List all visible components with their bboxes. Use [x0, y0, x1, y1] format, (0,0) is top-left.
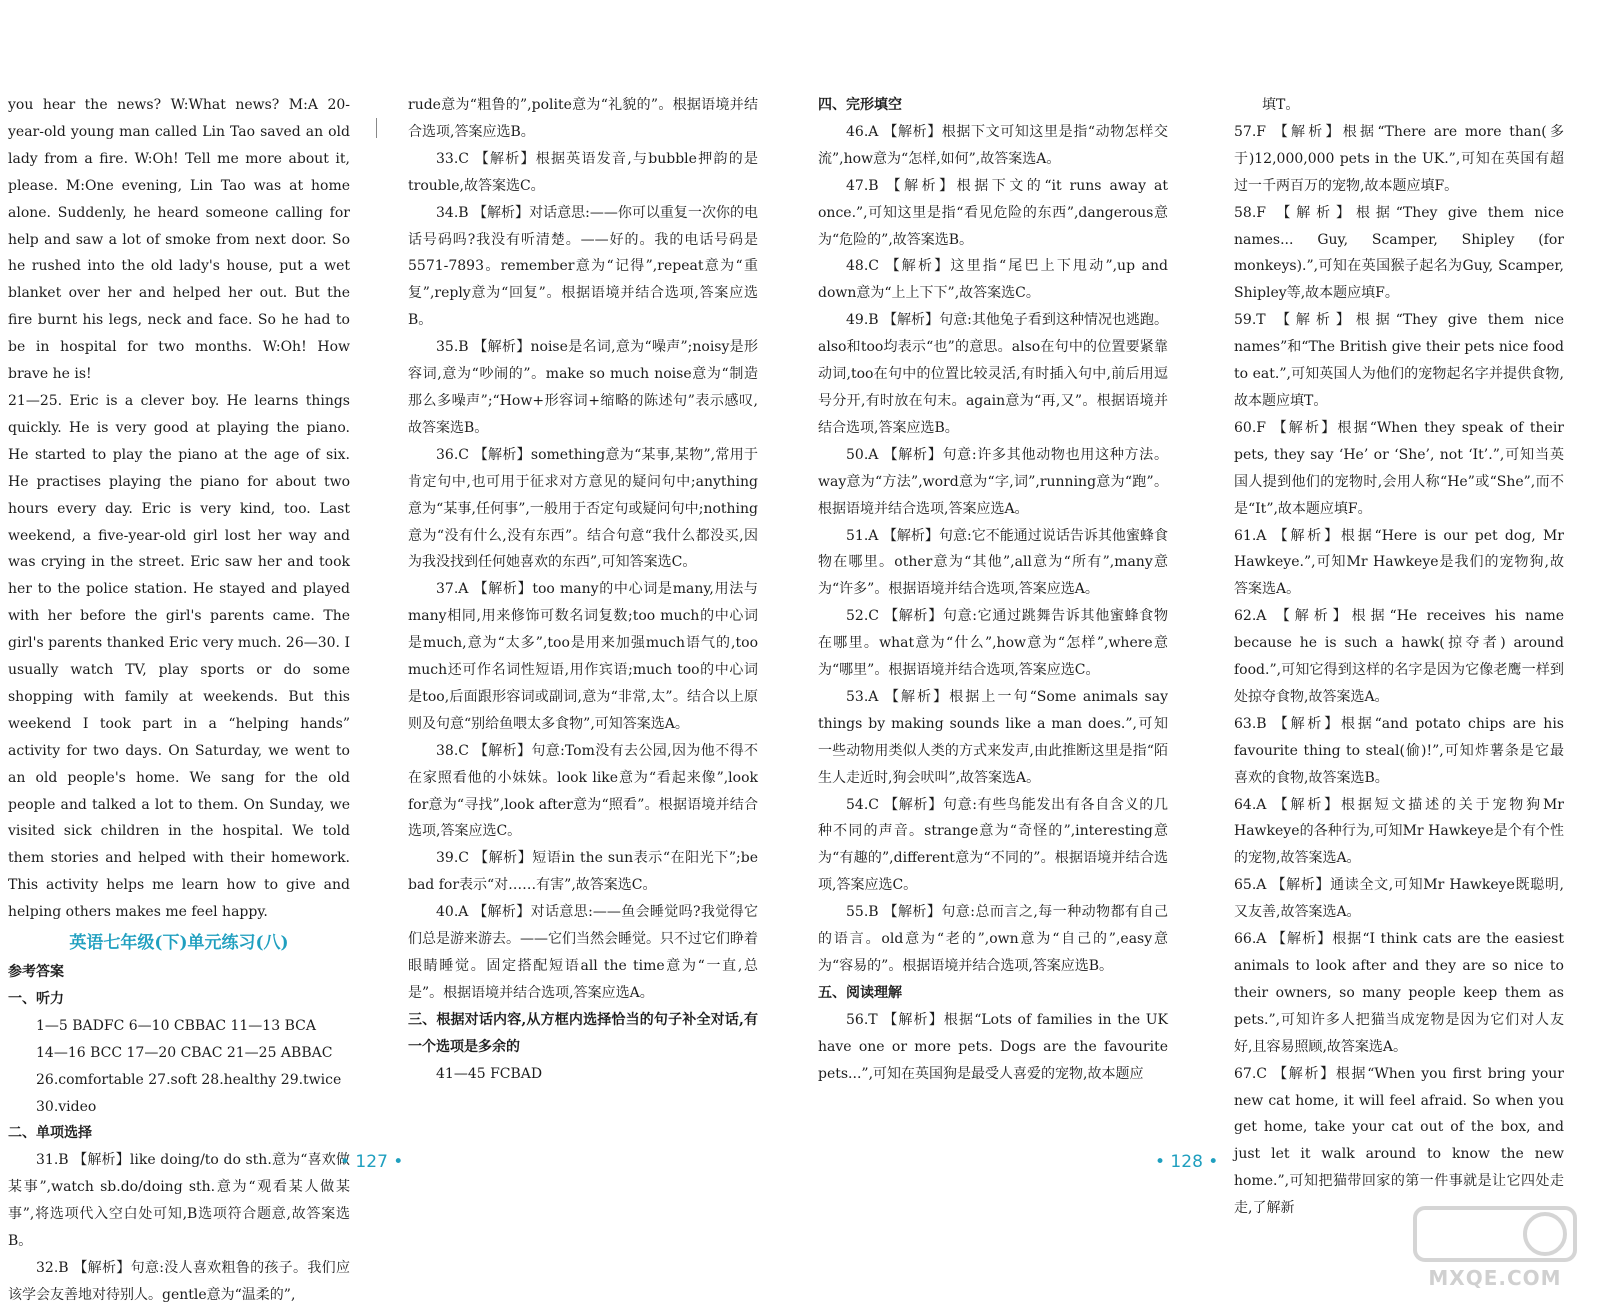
watermark-logo — [1395, 1200, 1595, 1292]
right-page-column-1 — [818, 92, 1168, 1088]
section-heading-cloze: 四、完形填空 — [818, 97, 902, 113]
section-heading-listening: 一、听力 — [8, 990, 64, 1007]
question-explanation: 62.A 【解析】根据“He receives his name because he is such a hawk(掠夺者) around food.”,可知它得到这样的名字是因为它像老鹰一样到处掠夺食物,故答案选A。 — [1234, 608, 1564, 705]
question-explanation: 54.C 【解析】句意:有些鸟能发出有各自含义的几种不同的声音。strange意为“奇怪的”,interesting意为“有趣的”,different意为“不同的”。根据语境并结合选项,答案应选C。 — [818, 796, 1168, 894]
section-heading-single-choice: 二、单项选择 — [8, 1125, 92, 1142]
column-rule — [376, 118, 377, 138]
watermark-text: MXQE.COM — [1428, 1266, 1562, 1290]
question-explanation: 35.B 【解析】noise是名词,意为“噪声”;noisy是形容词,意为“吵闹的”。make so much noise意为“制造那么多噪声”;“How+形容词+缩略的陈述句”表示感叹,故答案选B。 — [408, 339, 758, 436]
page-number-right: • 128 • — [1155, 1152, 1219, 1172]
question-explanation: 64.A 【解析】根据短文描述的关于宠物狗Mr Hawkeye的各种行为,可知Mr Hawkeye是个有个性的宠物,故答案选A。 — [1234, 796, 1564, 867]
question-explanation: 53.A 【解析】根据上一句“Some animals say things by making sounds like a man does.”,可知一些动物用类似人类的方式来发声,由此推断这里是指“陌生人走近时,狗会吠叫”,故答案选A。 — [818, 688, 1168, 786]
question-explanation: 50.A 【解析】句意:许多其他动物也用这种方法。way意为“方法”,word意为“字,词”,running意为“跑”。根据语境并结合选项,答案应选A。 — [818, 446, 1168, 517]
question-explanation: 58.F 【解析】根据“They give them nice names... Guy, Scamper, Shipley (for monkeys).”,可知在英国猴子起名为Guy, Scamper, Shipley等,故本题应填F。 — [1234, 204, 1564, 302]
question-explanation: 39.C 【解析】短语in the sun表示“在阳光下”;be bad for表示“对……有害”,故答案选C。 — [408, 850, 758, 894]
question-explanation: 47.B 【解析】根据下文的“it runs away at once.”,可知这里是指“看见危险的东西”,dangerous意为“危险的”,故答案选B。 — [818, 177, 1168, 248]
question-explanation: 40.A 【解析】对话意思:——鱼会睡觉吗?我觉得它们总是游来游去。——它们当然会睡觉。只不过它们睁着眼睛睡觉。固定搭配短语all the time意为“一直,总是”。根据语境并结合选项,答案应选A。 — [408, 904, 758, 1001]
section-heading-reading: 五、阅读理解 — [818, 984, 902, 1001]
question-explanation: 33.C 【解析】根据英语发音,与bubble押韵的是trouble,故答案选C。 — [408, 150, 758, 194]
right-page-column-2 — [1234, 92, 1564, 1222]
answer-line: 26.comfortable 27.soft 28.healthy 29.twice — [36, 1071, 342, 1088]
question-explanation: 46.A 【解析】根据下文可知这里是指“动物怎样交流”,how意为“怎样,如何”,故答案选A。 — [818, 123, 1168, 167]
question-explanation: rude意为“粗鲁的”,polite意为“礼貌的”。根据语境并结合选项,答案应选B。 — [408, 97, 758, 140]
question-explanation: 57.F 【解析】根据“There are more than(多于)12,000,000 pets in the UK.”,可知在英国有超过一千两百万的宠物,故本题应填F。 — [1234, 123, 1564, 194]
question-explanation: 49.B 【解析】句意:其他兔子看到这种情况也逃跑。also和too均表示“也”的意思。also在句中的位置要紧靠动词,too在句中的位置比较灵活,有时插入句中,前后用逗号分开,有时放在句末。again意为“再,又”。根据语境并结合选项,答案应选B。 — [818, 312, 1168, 436]
answer-line: 30.video — [36, 1098, 97, 1115]
question-explanation: 59.T 【解析】根据“They give them nice names”和“The British give their pets nice food to eat.”,可知英国人为他们的宠物起名字并提供食物,故本题应填T。 — [1234, 312, 1564, 409]
listening-script-paragraph-2: 21—25. Eric is a clever boy. He learns things quickly. He is very good at playing the piano. He started to play the piano at the age of six. He practises playing the piano for about two hours every day. Eric is very kind, too. Last weekend, a five-year-old girl lost her way and was crying in the street. Eric saw her and took her to the police station. He stayed and played with her before the girl's parents came. The girl's parents thanked Eric very much. 26—30. I usually watch TV, play sports or do some shopping with family at weekends. But this weekend I took part in a “helping hands” activity for two days. On Saturday, we went to an old people's home. We sang for the old people and talked a lot to them. On Sunday, we visited sick children in the hospital. We told them stories and helped with their homework. This activity helps me learn how to give and helping others makes me feel happy. — [8, 392, 350, 921]
question-explanation: 65.A 【解析】通读全文,可知Mr Hawkeye既聪明,又友善,故答案选A。 — [1234, 877, 1564, 921]
question-explanation: 51.A 【解析】句意:它不能通过说话告诉其他蜜蜂食物在哪里。other意为“其他”,all意为“所有”,many意为“许多”。根据语境并结合选项,答案应选A。 — [818, 527, 1168, 598]
question-explanation: 55.B 【解析】句意:总而言之,每一种动物都有自己的语言。old意为“老的”,own意为“自己的”,easy意为“容易的”。根据语境并结合选项,答案应选B。 — [818, 904, 1168, 974]
question-explanation: 31.B 【解析】like doing/to do sth.意为“喜欢做某事”,watch sb.do/doing sth.意为“观看某人做某事”,将选项代入空白处可知,B选项符合题意,故答案选B。 — [8, 1152, 350, 1250]
question-explanation: 63.B 【解析】根据“and potato chips are his favourite thing to steal(偷)!”,可知炸薯条是它最喜欢的食物,故答案选B。 — [1234, 715, 1564, 786]
answer-line: 14—16 BCC 17—20 CBAC 21—25 ABBAC — [36, 1044, 333, 1061]
answer-line: 41—45 FCBAD — [436, 1065, 543, 1082]
question-explanation: 38.C 【解析】句意:Tom没有去公园,因为他不得不在家照看他的小妹妹。look like意为“看起来像”,look for意为“寻找”,look after意为“照看”。根据语境并结合选项,答案应选C。 — [408, 742, 758, 840]
page-number-left: • 127 • — [340, 1152, 404, 1172]
question-explanation: 37.A 【解析】too many的中心词是many,用法与many相同,用来修饰可数名词复数;too much的中心词是much,意为“太多”,too是用来加强much语气的,too much还可作名词性短语,用作宾语;much too的中心词是too,后面跟形容词或副词,意为“非常,太”。结合以上原则及句意“别给鱼喂太多食物”,可知答案选A。 — [408, 581, 758, 732]
question-explanation: 36.C 【解析】something意为“某事,某物”,常用于肯定句中,也可用于征求对方意见的疑问句中;anything意为“某事,任何事”,一般用于否定句或疑问句中;nothing意为“没有什么,没有东西”。结合句意“我什么都没买,因为我没找到任何她喜欢的东西”,可知答案选C。 — [408, 446, 758, 571]
answer-line: 1—5 BADFC 6—10 CBBAC 11—13 BCA — [36, 1017, 316, 1034]
question-explanation: 56.T 【解析】根据“Lots of families in the UK have one or more pets. Dogs are the favourite pets...”,可知在英国狗是最受人喜爱的宠物,故本题应 — [818, 1011, 1168, 1082]
unit-title: 英语七年级(下)单元练习(八) — [69, 933, 289, 954]
watermark-logo-icon — [1395, 1200, 1595, 1270]
question-explanation: 34.B 【解析】对话意思:——你可以重复一次你的电话号码吗?我没有听清楚。——好的。我的电话号码是5571-7893。remember意为“记得”,repeat意为“重复”,reply意为“回复”。根据语境并结合选项,答案应选B。 — [408, 204, 758, 329]
section-heading-dialogue: 三、根据对话内容,从方框内选择恰当的句子补全对话,有一个选项是多余的 — [408, 1011, 758, 1055]
question-explanation: 填T。 — [1262, 97, 1300, 113]
question-explanation: 67.C 【解析】根据“When you first bring your new cat home, it will feel afraid. So when you get home, take your cat out of the box, and just let it walk around to know the new home.”,可知把猫带回家的第一件事就是让它四处走走,了解新 — [1234, 1065, 1564, 1217]
reference-answer-heading: 参考答案 — [8, 964, 64, 980]
question-explanation: 52.C 【解析】句意:它通过跳舞告诉其他蜜蜂食物在哪里。what意为“什么”,how意为“怎样”,where意为“哪里”。根据语境并结合选项,答案应选C。 — [818, 608, 1168, 679]
listening-script-paragraph: you hear the news? W:What news? M:A 20-year-old young man called Lin Tao saved an old lady from a fire. W:Oh! Tell me more about it, please. M:One evening, Lin Tao was at home alone. Suddenly, he heard someone calling for help and saw a lot of smoke from next door. So he rushed into the old lady's house, put a wet blanket over her and helped her out. But the fire burnt his legs, neck and face. So he had to be in hospital for two months. W:Oh! How brave he is! — [8, 97, 350, 383]
question-explanation: 48.C 【解析】这里指“尾巴上下甩动”,up and down意为“上上下下”,故答案选C。 — [818, 258, 1168, 302]
question-explanation: 66.A 【解析】根据“I think cats are the easiest animals to look after and they are so nice to their owners, so many people keep them as pets.”,可知许多人把猫当成宠物是因为它们对人友好,且容易照顾,故答案选A。 — [1234, 931, 1564, 1055]
question-explanation: 60.F 【解析】根据“When they speak of their pets, they say ‘He’ or ‘She’, not ‘It’.”,可知当英国人提到他们的宠物时,会用人称“He”或“She”,而不是“It”,故本题应填F。 — [1234, 419, 1564, 517]
left-page-column-2 — [408, 92, 758, 1088]
left-page-column-1 — [8, 92, 350, 1309]
question-explanation: 61.A 【解析】根据“Here is our pet dog, Mr Hawkeye.”,可知Mr Hawkeye是我们的宠物狗,故答案选A。 — [1234, 527, 1564, 598]
question-explanation: 32.B 【解析】句意:没人喜欢粗鲁的孩子。我们应该学会友善地对待别人。gentle意为“温柔的”, — [8, 1259, 350, 1303]
